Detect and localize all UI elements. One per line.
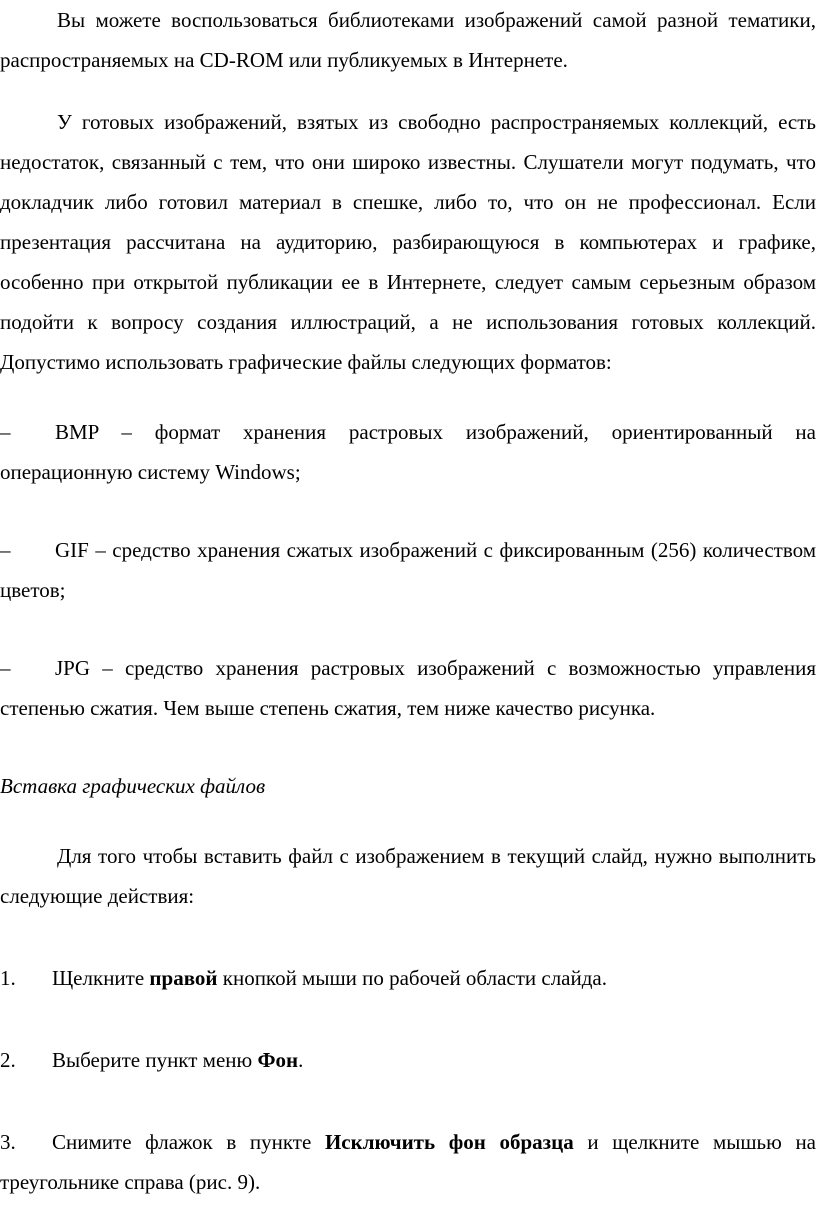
numbered-step-3-bold: Исключить фон образца — [324, 1130, 574, 1154]
spacer — [0, 728, 816, 766]
spacer — [0, 80, 816, 102]
numbered-step-2 — [0, 1040, 816, 1080]
spacer — [0, 916, 816, 958]
bullet-item-gif — [0, 530, 816, 610]
dash-bullet-icon: – — [0, 538, 11, 562]
spacer — [0, 382, 816, 412]
numbered-step-2-bold: Фон — [257, 1048, 299, 1072]
numbered-step-1 — [0, 958, 816, 998]
spacer — [0, 998, 816, 1040]
paragraph-intro-libraries: Вы можете воспользоваться библиотеками изображений самой разной тематики, распространяемых на CD-ROM или публикуемых в Интернете. — [0, 8, 816, 72]
paragraph-ready-images: У готовых изображений, взятых из свободно распространяемых коллекций, есть недостаток, связанный с тем, что они широко известны. Слушатели могут подумать, что докладчик либо готовил материал в спешке, либо то, что он не профессионал. Если презентация рассчитана на аудиторию, разбирающуюся в компьютерах и графике, особенно при открытой публикации ее в Интернете, следует самым серьезным образом подойти к вопросу создания иллюстраций, а не использования готовых коллекций. Допустимо использовать графические файлы следующих форматов: — [0, 110, 816, 374]
spacer — [0, 492, 816, 530]
numbered-step-3 — [0, 1122, 816, 1202]
paragraph-steps-intro: Для того чтобы вставить файл с изображением в текущий слайд, нужно выполнить следующие действия: — [0, 844, 816, 908]
bullet-item-jpg — [0, 648, 816, 728]
section-heading-insert-graphic-files: Вставка графических файлов — [0, 774, 266, 798]
bullet-item-gif-text: GIF – средство хранения сжатых изображений с фиксированным (256) количеством цветов; — [0, 538, 816, 602]
spacer — [0, 806, 816, 836]
bullet-item-bmp-text: BMP – формат хранения растровых изображений, ориентированный на операционную систему Windows; — [0, 420, 816, 484]
dash-bullet-icon: – — [0, 420, 11, 444]
numbered-step-2-text-before: Выберите пункт меню — [52, 1048, 258, 1072]
dash-bullet-icon: – — [0, 656, 11, 680]
spacer — [0, 610, 816, 648]
numbered-step-1-bold: правой — [149, 966, 218, 990]
numbered-step-1-text-before: Щелкните — [52, 966, 150, 990]
numbered-step-2-text-after: . — [298, 1048, 304, 1072]
numbered-step-1-text-after: кнопкой мыши по рабочей области слайда. — [217, 966, 607, 990]
numbered-step-2-marker: 2. — [0, 1048, 16, 1072]
numbered-step-3-text-before: Снимите флажок в пункте — [52, 1130, 325, 1154]
bullet-item-bmp — [0, 412, 816, 492]
numbered-step-3-text-after: и щелкните мышью на треугольнике справа (рис. 9). — [0, 1130, 816, 1194]
spacer — [0, 1080, 816, 1122]
numbered-step-3-marker: 3. — [0, 1130, 16, 1154]
numbered-step-1-marker: 1. — [0, 966, 16, 990]
bullet-item-jpg-text: JPG – средство хранения растровых изображений с возможностью управления степенью сжатия. Чем выше степень сжатия, тем ниже качество рисунка. — [0, 656, 816, 720]
